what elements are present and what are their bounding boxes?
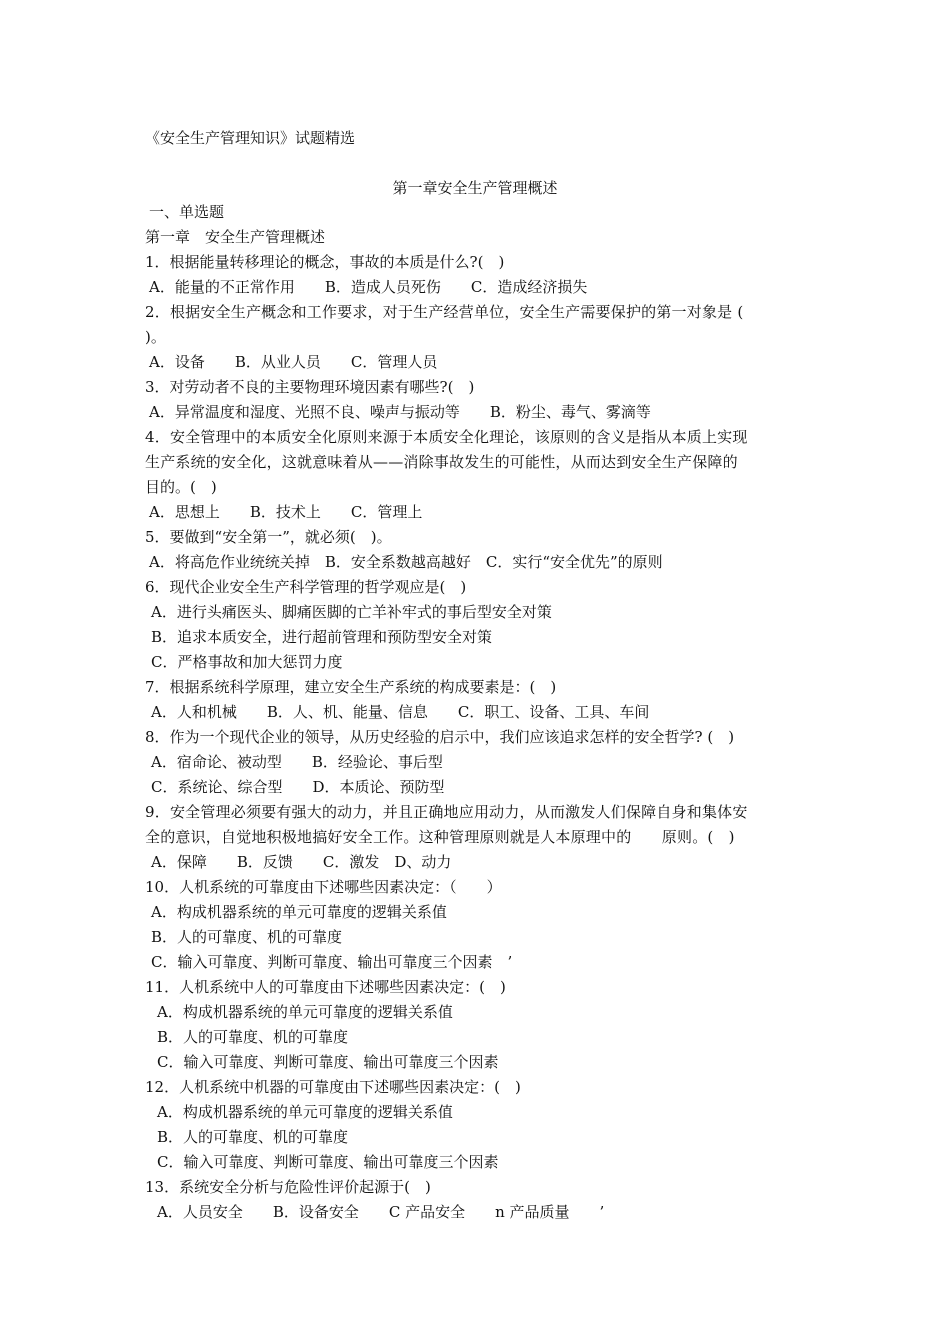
section-heading: 一、单选题 <box>149 203 225 221</box>
option-6c: C．严格事故和加大惩罚力度 <box>151 653 343 671</box>
question-6: 6．现代企业安全生产科学管理的哲学观应是( ) <box>145 578 467 596</box>
option-11a: A．构成机器系统的单元可靠度的逻辑关系值 <box>157 1003 453 1021</box>
question-4-cont: 生产系统的安全化，这就意味着从——消除事故发生的可能性，从而达到安全生产保障的 <box>145 453 738 471</box>
option-12b: B．人的可靠度、机的可靠度 <box>157 1128 349 1146</box>
question-10: 10．人机系统的可靠度由下述哪些因素决定：（ ） <box>145 878 502 896</box>
question-9-cont: 全的意识，自觉地积极地搞好安全工作。这种管理原则就是人本原理中的 原则。( ) <box>145 828 735 846</box>
question-2: 2．根据安全生产概念和工作要求，对于生产经营单位，安全生产需要保护的第一对象是 ( <box>145 303 744 321</box>
question-2-cont: )。 <box>145 328 166 346</box>
options-8ab: A．宿命论、被动型 B．经验论、事后型 <box>151 753 443 771</box>
option-10a: A．构成机器系统的单元可靠度的逻辑关系值 <box>151 903 447 921</box>
question-9: 9．安全管理必须要有强大的动力，并且正确地应用动力，从而激发人们保障自身和集体安 <box>145 803 748 821</box>
question-11: 11．人机系统中人的可靠度由下述哪些因素决定：( ) <box>145 978 506 996</box>
document-title: 《安全生产管理知识》试题精选 <box>145 129 356 147</box>
options-9: A．保障 B．反馈 C．激发 D、动力 <box>151 853 452 871</box>
question-3: 3．对劳动者不良的主要物理环境因素有哪些?( ) <box>145 378 475 396</box>
question-8: 8．作为一个现代企业的领导，从历史经验的启示中，我们应该追求怎样的安全哲学? ( ) <box>145 728 735 746</box>
option-11b: B．人的可靠度、机的可靠度 <box>157 1028 349 1046</box>
option-6b: B．追求本质安全，进行超前管理和预防型安全对策 <box>151 628 493 646</box>
option-10c: C．输入可靠度、判断可靠度、输出可靠度三个因素 ’ <box>151 953 513 971</box>
option-12c: C．输入可靠度、判断可靠度、输出可靠度三个因素 <box>157 1153 499 1171</box>
question-1: 1．根据能量转移理论的概念，事故的本质是什么?( ) <box>145 253 505 271</box>
question-5: 5．要做到“安全第一”，就必须( )。 <box>145 528 392 546</box>
question-body <box>145 200 810 1225</box>
chapter-line: 第一章 安全生产管理概述 <box>145 228 326 246</box>
options-5: A．将高危作业统统关掉 B．安全系数越高越好 C．实行“安全优先”的原则 <box>149 553 663 571</box>
question-4: 4．安全管理中的本质安全化原则来源于本质安全化理论，该原则的含义是指从本质上实现 <box>145 428 748 446</box>
chapter-heading: 第一章安全生产管理概述 <box>392 179 558 197</box>
options-13: A．人员安全 B．设备安全 C 产品安全 n 产品质量 ’ <box>157 1203 605 1221</box>
options-4: A．思想上 B．技术上 C．管理上 <box>149 503 423 521</box>
options-3: A．异常温度和湿度、光照不良、噪声与振动等 B．粉尘、毒气、雾滴等 <box>149 403 651 421</box>
option-10b: B．人的可靠度、机的可靠度 <box>151 928 343 946</box>
option-6a: A．进行头痛医头、脚痛医脚的亡羊补牢式的事后型安全对策 <box>151 603 552 621</box>
question-7: 7．根据系统科学原理，建立安全生产系统的构成要素是：( ) <box>145 678 557 696</box>
question-4-end: 目的。( ) <box>145 478 217 496</box>
options-1: A．能量的不正常作用 B．造成人员死伤 C．造成经济损失 <box>149 278 588 296</box>
options-7: A．人和机械 B．人、机、能量、信息 C．职工、设备、工具、车间 <box>151 703 650 721</box>
option-12a: A．构成机器系统的单元可靠度的逻辑关系值 <box>157 1103 453 1121</box>
question-13: 13．系统安全分析与危险性评价起源于( ) <box>145 1178 431 1196</box>
question-12: 12．人机系统中机器的可靠度由下述哪些因素决定：( ) <box>145 1078 521 1096</box>
option-11c: C．输入可靠度、判断可靠度、输出可靠度三个因素 <box>157 1053 499 1071</box>
options-2: A．设备 B．从业人员 C．管理人员 <box>149 353 438 371</box>
options-8cd: C．系统论、综合型 D．本质论、预防型 <box>151 778 445 796</box>
